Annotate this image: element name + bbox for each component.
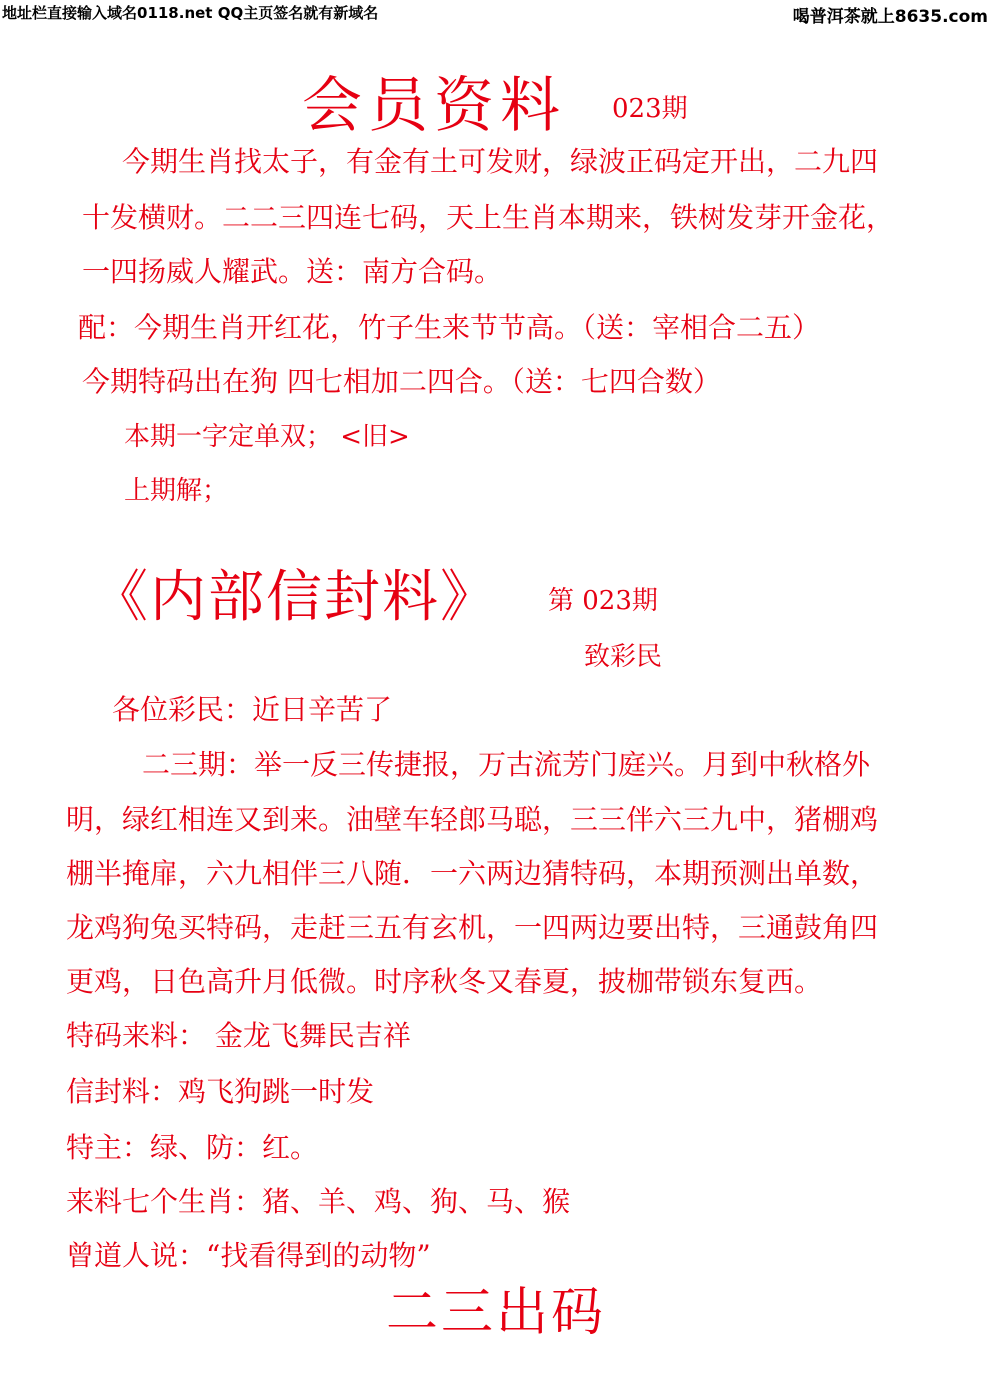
message-line: 更鸡，日色高升月低微。时序秋冬又春夏，披枷带锁东复西。 <box>66 965 823 998</box>
prediction-line: 配：今期生肖开红花，竹子生来节节高。（送：宰相合二五） <box>78 311 821 344</box>
issue-number: 023期 <box>612 94 688 124</box>
prediction-line: 上期解； <box>124 476 229 506</box>
top-banner <box>0 0 992 27</box>
envelope-title: 《内部信封料》 <box>92 565 498 630</box>
message-line: 棚半掩扉，六九相伴三八随．一六两边猜特码，本期预测出单数， <box>66 857 879 890</box>
fact-line: 曾道人说：“找看得到的动物” <box>66 1239 431 1272</box>
envelope-issue: 第 023期 <box>548 586 658 616</box>
fact-line: 信封料：鸡飞狗跳一时发 <box>66 1075 375 1108</box>
prediction-line: 本期一字定单双； <旧> <box>124 422 410 452</box>
prediction-line: 今期特码出在狗 四七相加二四合。（送：七四合数） <box>82 365 721 398</box>
prediction-line: 一四扬威人耀武。送：南方合码。 <box>82 255 503 288</box>
prediction-line: 今期生肖找太子，有金有土可发财，绿波正码定开出，二九四 <box>122 145 879 178</box>
footer-title: 二三出码 <box>386 1283 607 1343</box>
greeting: 各位彩民：近日辛苦了 <box>112 693 393 726</box>
fact-line: 特主：绿、防：红。 <box>66 1131 319 1164</box>
tea-ad-notice: 喝普洱茶就上8635.com <box>792 7 988 27</box>
message-line: 二三期：举一反三传捷报，万古流芳门庭兴。月到中秋格外 <box>142 748 871 781</box>
message-line: 明，绿红相连又到来。油壁车轻郎马聪，三三伴六三九中，猪棚鸡 <box>66 803 879 836</box>
message-line: 龙鸡狗兔买特码，走赶三五有玄机，一四两边要出特，三通鼓角四 <box>66 911 879 944</box>
prediction-line: 十发横财。二二三四连七码，天上生肖本期来，铁树发芽开金花， <box>82 201 895 234</box>
fact-line: 特码来料： 金龙飞舞民吉祥 <box>66 1019 411 1052</box>
domain-notice: 地址栏直接输入域名0118.net QQ主页签名就有新域名 <box>2 4 379 22</box>
fact-line: 来料七个生肖：猪、羊、鸡、狗、马、猴 <box>66 1185 571 1218</box>
member-info-title: 会员资料 <box>302 71 566 141</box>
addressee: 致彩民 <box>584 642 663 672</box>
